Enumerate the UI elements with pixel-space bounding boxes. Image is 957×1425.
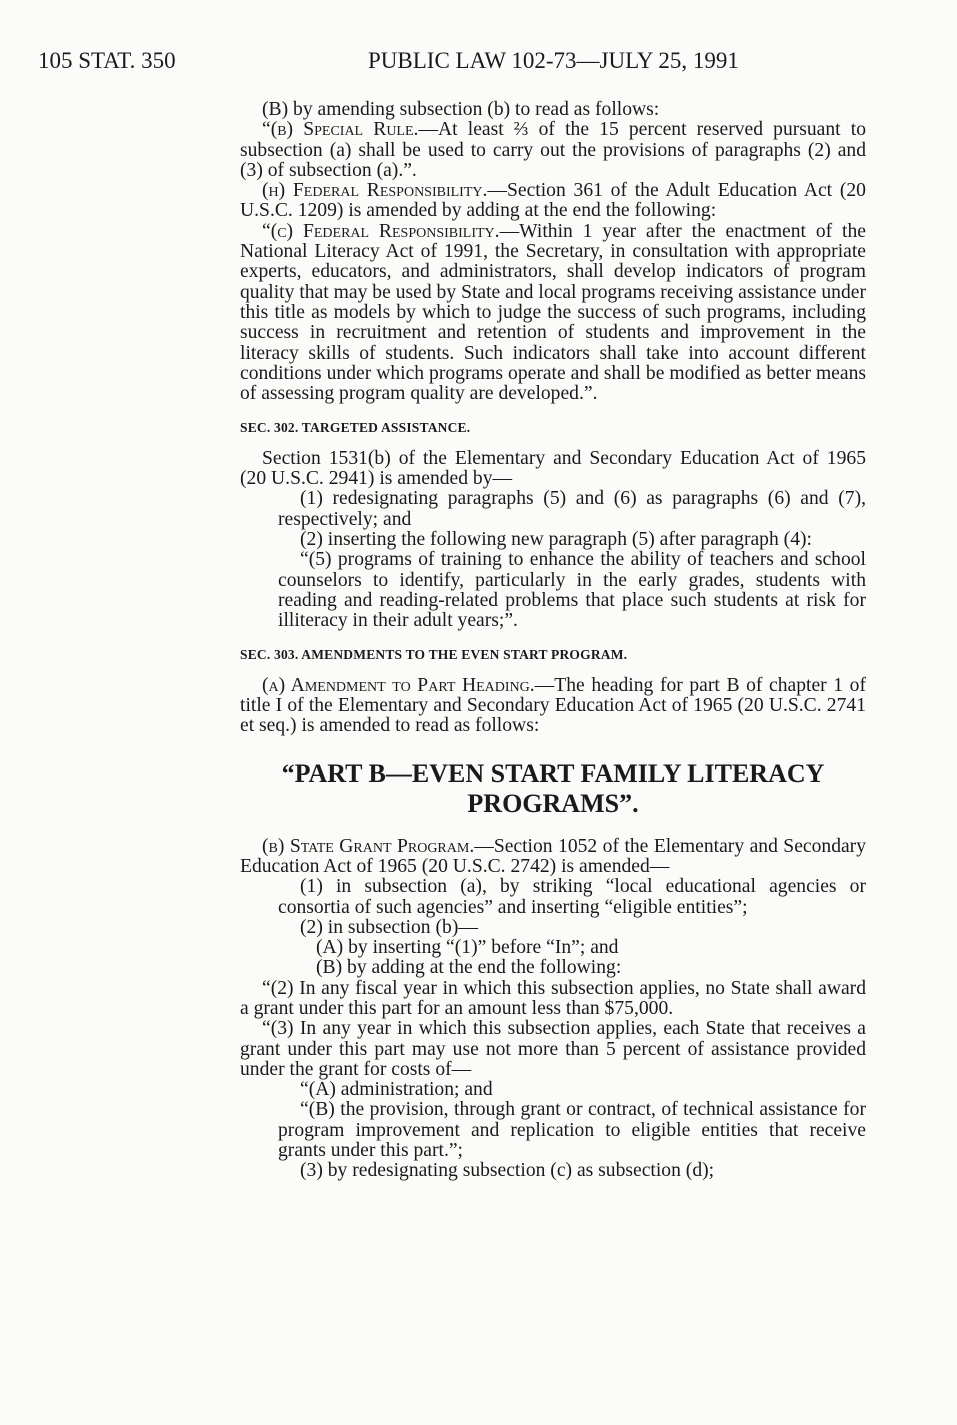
- paragraph-b-amend: (B) by amending subsection (b) to read as follows:: [262, 99, 660, 120]
- h-text: —Section 361 of the Adult Education Act (20 U.S.C. 1209) is amended by adding at the end the following:: [240, 180, 866, 222]
- paragraph-special-rule: [240, 120, 866, 181]
- paragraph-quote-2: “(2) In any fiscal year in which this subsection applies, no State shall award a grant under this part for an amount less than $75,000.: [240, 977, 866, 1019]
- paragraph-state-grant-item2: (2) in subsection (b)—: [300, 916, 478, 938]
- paragraph-quote-3a: “(A) administration; and: [300, 1079, 493, 1101]
- section-303-heading: SEC. 303. AMENDMENTS TO THE EVEN START PROGRAM.: [240, 647, 628, 663]
- b-text: —Section 1052 of the Elementary and Secondary Education Act of 1965 (20 U.S.C. 2742) is amended—: [240, 835, 867, 877]
- paragraph-quote-3: “(3) In any year in which this subsection applies, each State that receives a grant under this part may use not more than 5 percent of assistance provided under the grant for costs of—: [240, 1018, 866, 1080]
- paragraph-sec302-quote: “(5) programs of training to enhance the ability of teachers and school counselors to identify, particularly in the early grades, students with reading and reading-related problems that place such students at risk for illiteracy in their adult years;”.: [278, 549, 866, 632]
- paragraph-part-heading-amend: [240, 676, 866, 737]
- paragraph-state-grant-item3: (3) by redesignating subsection (c) as subsection (d);: [300, 1160, 715, 1182]
- h-label: (h) Federal Responsibility.: [262, 180, 488, 202]
- a-label: (a) Amendment to Part Heading.: [262, 674, 535, 696]
- special-rule-label: “(b) Special Rule.: [262, 119, 419, 141]
- running-head: [38, 48, 918, 78]
- b-label: (b) State Grant Program.: [262, 835, 475, 857]
- paragraph-h-federal-responsibility: [240, 181, 866, 222]
- paragraph-state-grant-item1: (1) in subsection (a), by striking “local educational agencies or consortia of such agencies” and inserting “eligible entities”;: [278, 876, 866, 918]
- paragraph-state-grant-item2b: (B) by adding at the end the following:: [316, 957, 622, 979]
- c-text: —Within 1 year after the enactment of the National Literacy Act of 1991, the Secretary, in consultation with appropriate experts, educators, and administrators, shall develop indicators of program quality that may be used by State and local programs receiving assistance under this title as models by which to judge the success of such programs, including success in recruitment and retention of students and improvement in the literacy skills of students. Such indicators shall take into account different conditions under which programs operate and shall be modified as better means of assessing program quality are developed.”.: [240, 220, 866, 405]
- page-reference: 105 STAT. 350: [38, 48, 176, 73]
- paragraph-c-federal-responsibility: [240, 222, 866, 405]
- c-label: “(c) Federal Responsibility.: [262, 220, 500, 242]
- paragraph-sec302-item2: (2) inserting the following new paragraph (5) after paragraph (4):: [300, 528, 812, 550]
- special-rule-text: —At least ⅔ of the 15 percent reserved pursuant to subsection (a) shall be used to carry out the provisions of paragraphs (2) and (3) of subsection (a).”.: [240, 119, 866, 181]
- paragraph-quote-3b: “(B) the provision, through grant or contract, of technical assistance for program improvement and replication to eligible entities that receive grants under this part.”;: [278, 1099, 866, 1162]
- body-text: [240, 100, 866, 1182]
- section-302-heading: SEC. 302. TARGETED ASSISTANCE.: [240, 420, 471, 436]
- a-text: —The heading for part B of chapter 1 of title I of the Elementary and Secondary Education Act of 1965 (20 U.S.C. 2741 et seq.) is amended to read as follows:: [240, 674, 866, 737]
- paragraph-sec302-intro: Section 1531(b) of the Elementary and Secondary Education Act of 1965 (20 U.S.C. 2941) is amended by—: [240, 447, 866, 490]
- law-title: PUBLIC LAW 102-73—JULY 25, 1991: [368, 48, 739, 73]
- part-b-heading: “PART B—EVEN START FAMILY LITERACY PROGRAMS”.: [281, 758, 825, 818]
- paragraph-sec302-item1: (1) redesignating paragraphs (5) and (6) as paragraphs (6) and (7), respectively; and: [278, 488, 866, 530]
- paragraph-state-grant-item2a: (A) by inserting “(1)” before “In”; and: [316, 937, 619, 959]
- paragraph-state-grant: [240, 837, 866, 878]
